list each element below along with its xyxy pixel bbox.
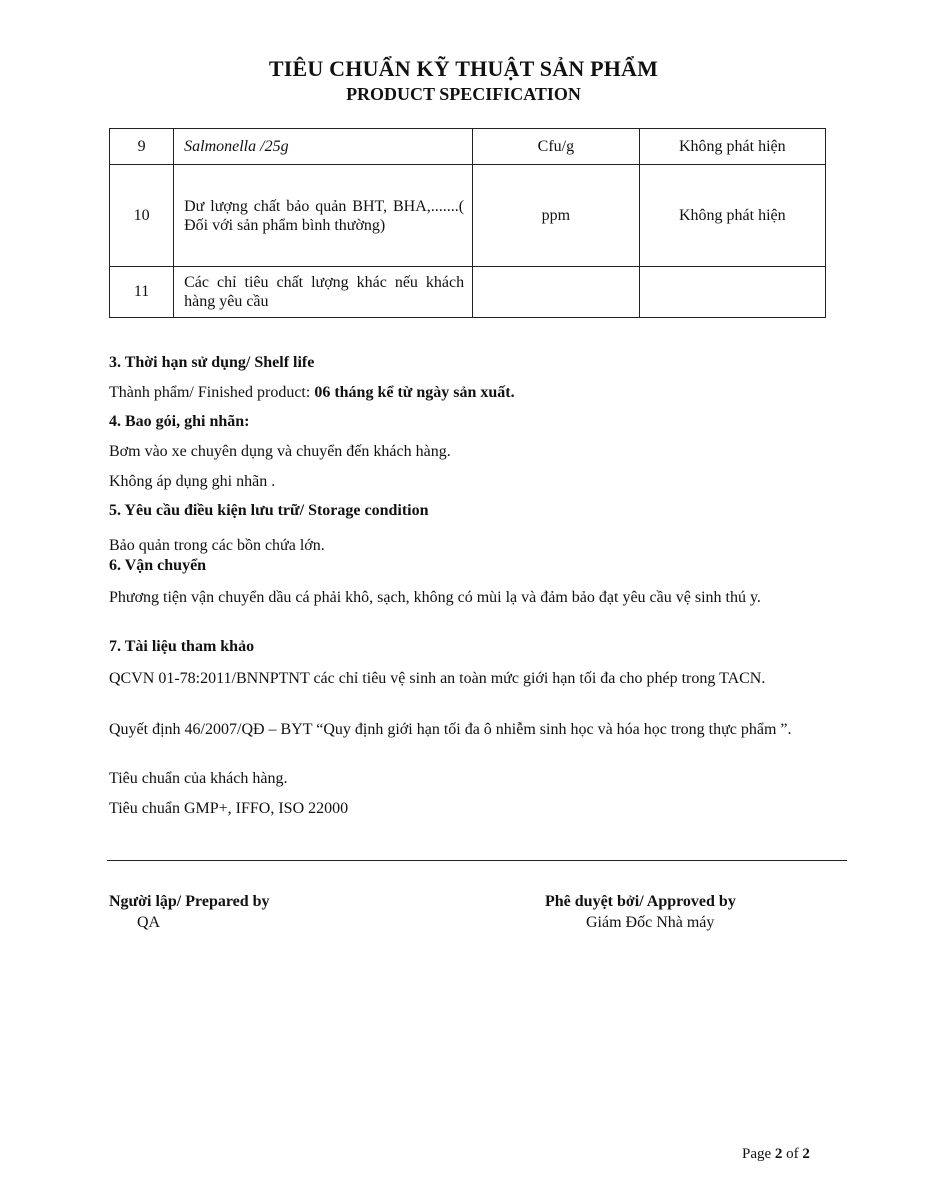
row-item: Dư lượng chất bảo quản BHT, BHA,.......( Đối với sản phẩm bình thường) (174, 165, 473, 267)
section-5-heading: 5. Yêu cầu điều kiện lưu trữ/ Storage condition (109, 502, 429, 519)
row-requirement: Không phát hiện (639, 129, 825, 165)
table-row (110, 129, 826, 165)
reference-2: Quyết định 46/2007/QĐ – BYT “Quy định giới hạn tối đa ô nhiễm sinh học và hóa học trong thực phẩm ”. (109, 721, 792, 738)
page-of: of (786, 1146, 799, 1162)
table-row (110, 267, 826, 318)
approved-by-value: Giám Đốc Nhà máy (586, 914, 715, 931)
reference-1: QCVN 01-78:2011/BNNPTNT các chỉ tiêu vệ sinh an toàn mức giới hạn tối đa cho phép trong TACN. (109, 670, 766, 687)
row-requirement (639, 267, 825, 318)
section-4-heading: 4. Bao gói, ghi nhãn: (109, 413, 250, 430)
section-3-heading: 3. Thời hạn sử dụng/ Shelf life (109, 354, 315, 371)
reference-3: Tiêu chuẩn của khách hàng. (109, 770, 288, 787)
document-title-en: PRODUCT SPECIFICATION (346, 84, 581, 104)
approved-by-label: Phê duyệt bởi/ Approved by (545, 893, 736, 910)
prepared-by-label: Người lập/ Prepared by (109, 893, 270, 910)
storage-line-1: Bảo quản trong các bồn chứa lớn. (109, 537, 325, 554)
row-number: 10 (110, 165, 174, 267)
shelf-life-line (109, 384, 515, 402)
page-total: 2 (802, 1146, 810, 1162)
row-item: Salmonella /25g (174, 129, 473, 165)
document-title-vi: TIÊU CHUẨN KỸ THUẬT SẢN PHẨM (268, 56, 659, 81)
transport-paragraph: Phương tiện vận chuyển dầu cá phải khô, sạch, không có mùi lạ và đảm bảo đạt yêu cầu vệ sinh thú y. (109, 589, 761, 606)
page-prefix: Page (742, 1146, 772, 1162)
shelf-life-value: 06 tháng kể từ ngày sản xuất. (314, 384, 515, 401)
page-current: 2 (774, 1146, 783, 1162)
row-number: 9 (110, 129, 174, 165)
row-unit (473, 267, 640, 318)
specification-table (109, 128, 826, 318)
shelf-life-label: Thành phẩm/ Finished product: (109, 384, 311, 401)
row-number: 11 (110, 267, 174, 318)
row-unit: ppm (473, 165, 640, 267)
packaging-line-1: Bơm vào xe chuyên dụng và chuyển đến khách hàng. (109, 443, 451, 460)
section-6-heading: 6. Vận chuyển (109, 557, 207, 574)
row-item: Các chỉ tiêu chất lượng khác nếu khách hàng yêu cầu (174, 267, 473, 318)
row-unit: Cfu/g (473, 129, 640, 165)
reference-4: Tiêu chuẩn GMP+, IFFO, ISO 22000 (109, 800, 349, 817)
packaging-line-2: Không áp dụng ghi nhãn . (109, 473, 276, 490)
section-7-heading: 7. Tài liệu tham khảo (109, 638, 255, 655)
table-row (110, 165, 826, 267)
signature-divider (107, 860, 847, 861)
prepared-by-value: QA (137, 914, 161, 931)
page-number (742, 1146, 810, 1163)
row-requirement: Không phát hiện (639, 165, 825, 267)
